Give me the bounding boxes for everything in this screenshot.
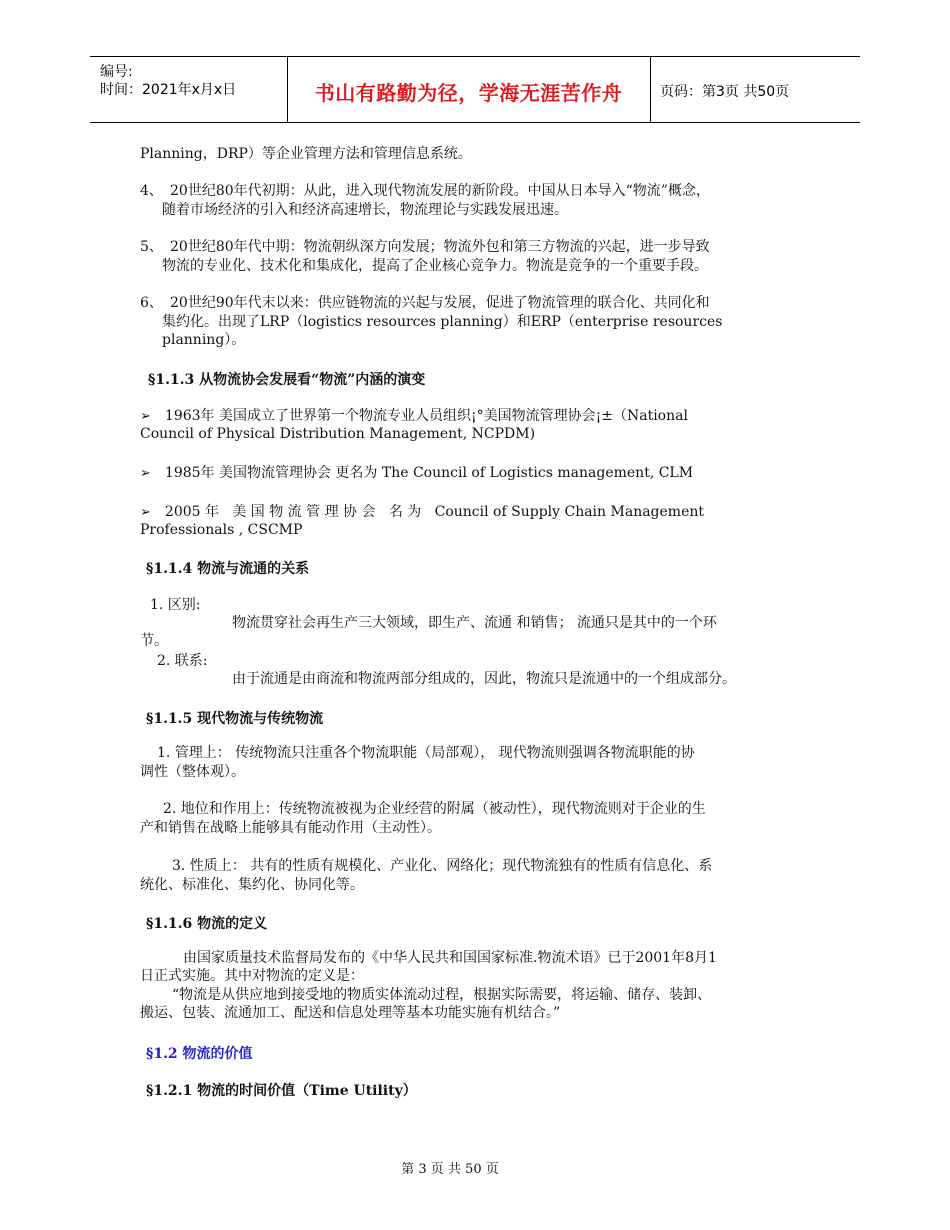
header-date-label: 时间：2021年x月x日: [100, 82, 237, 98]
compare-management-line-1: 1. 管理上： 传统物流只注重各个物流职能（局部观）， 现代物流则强调各物流职能的协: [157, 745, 695, 761]
list-item-text: 20世纪80年代中期：物流朝纵深方向发展；物流外包和第三方物流的兴起，进一步导致: [170, 239, 710, 255]
header-motto: 书山有路勤为径，学海无涯苦作舟: [314, 81, 623, 105]
header-divider-right: [650, 56, 651, 122]
header-bottom-rule: [90, 122, 860, 123]
compare-nature-line-1: 3. 性质上： 共有的性质有规模化、产业化、网络化；现代物流独有的性质有信息化、系: [172, 858, 713, 874]
bullet-item-1985: [140, 462, 693, 482]
header-page-info: 页码：第3页 共50页: [660, 84, 790, 100]
list-item-number: 5、: [140, 239, 163, 255]
definition-quote-line-1: “物流是从供应地到接受地的物质实体流动过程，根据实际需要，将运输、储存、装卸、: [172, 987, 712, 1003]
header-top-rule: [90, 56, 860, 57]
definition-intro-line-2: 日正式实施。其中对物流的定义是：: [140, 968, 364, 984]
list-item-6: [140, 294, 710, 313]
section-heading-1-1-6: §1.1.6 物流的定义: [146, 916, 268, 932]
paragraph-line: Planning，DRP）等企业管理方法和管理信息系统。: [140, 146, 472, 162]
relation-label: 2. 联系:: [157, 653, 208, 669]
list-item-6-cont-2: planning）。: [162, 332, 246, 348]
bullet-item-2005-cont: Professionals , CSCMP: [140, 522, 303, 538]
compare-role-line-2: 产和销售在战略上能够具有能动作用（主动性）。: [140, 820, 441, 836]
section-heading-1-1-4: §1.1.4 物流与流通的关系: [146, 561, 310, 577]
bullet-text: 2005 年 美 国 物 流 管 理 协 会 名 为 Council of Supply Chain Management: [164, 504, 705, 520]
bullet-text: 1963年 美国成立了世界第一个物流专业人员组织¡°美国物流管理协会¡±（National: [164, 408, 688, 424]
compare-management-line-2: 调性（整体观）。: [140, 764, 245, 780]
section-heading-1-2-1: §1.2.1 物流的时间价值（Time Utility）: [146, 1083, 417, 1099]
list-item-text: 20世纪90年代末以来：供应链物流的兴起与发展，促进了物流管理的联合化、共同化和: [170, 295, 710, 311]
diff-text-line-2: 节。: [140, 633, 168, 649]
section-heading-1-2: §1.2 物流的价值: [146, 1046, 253, 1062]
diff-text-line-1: 物流贯穿社会再生产三大领域，即生产、流通 和销售； 流通只是其中的一个环: [232, 615, 717, 631]
list-item-6-cont-1: 集约化。出现了LRP（logistics resources planning）和ERP（enterprise resources: [162, 314, 723, 330]
compare-role-line-1: 2. 地位和作用上：传统物流被视为企业经营的附属（被动性），现代物流则对于企业的生: [163, 801, 706, 817]
page-footer: 第 3 页 共 50 页: [401, 1162, 499, 1177]
list-item-number: 4、: [140, 183, 163, 199]
list-item-number: 6、: [140, 295, 163, 311]
list-item-5: [140, 238, 710, 257]
section-heading-1-1-5: §1.1.5 现代物流与传统物流: [146, 711, 324, 727]
definition-quote-line-2: 搬运、包装、流通加工、配送和信息处理等基本功能实施有机结合。”: [140, 1005, 561, 1021]
list-item-text: 20世纪80年代初期：从此，进入现代物流发展的新阶段。中国从日本导入“物流”概念，: [170, 183, 710, 199]
list-item-4-cont: 随着市场经济的引入和经济高速增长，物流理论与实践发展迅速。: [162, 202, 568, 218]
list-item-5-cont: 物流的专业化、技术化和集成化，提高了企业核心竞争力。物流是竞争的一个重要手段。: [162, 258, 708, 274]
arrow-bullet-icon: ➢: [140, 505, 151, 520]
diff-label: 1. 区别:: [150, 597, 201, 613]
arrow-bullet-icon: ➢: [140, 466, 151, 481]
header-code-label: 编号:: [100, 64, 133, 80]
bullet-item-2005: [140, 501, 704, 521]
compare-nature-line-2: 统化、标准化、集约化、协同化等。: [140, 877, 364, 893]
bullet-text: 1985年 美国物流管理协会 更名为 The Council of Logistics management, CLM: [164, 465, 694, 481]
relation-text: 由于流通是由商流和物流两部分组成的，因此，物流只是流通中的一个组成部分。: [232, 671, 736, 687]
bullet-item-1963-cont: Council of Physical Distribution Management, NCPDM): [140, 426, 536, 442]
bullet-item-1963: [140, 405, 688, 425]
section-heading-1-1-3: §1.1.3 从物流协会发展看“物流”内涵的演变: [148, 372, 426, 388]
definition-intro-line-1: 由国家质量技术监督局发布的《中华人民共和国国家标准.物流术语》已于2001年8月1: [183, 950, 717, 966]
list-item-4: [140, 182, 710, 201]
arrow-bullet-icon: ➢: [140, 409, 151, 424]
